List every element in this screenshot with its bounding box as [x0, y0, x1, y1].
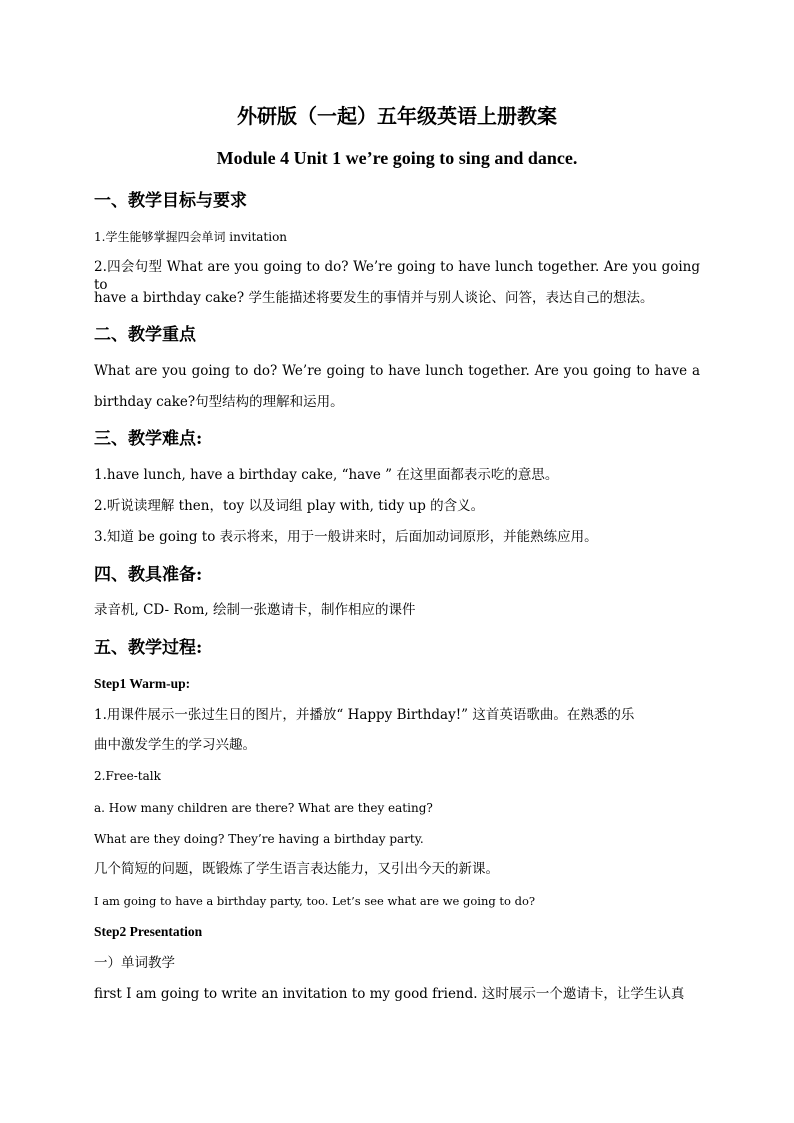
step1-line-5: What are they doing? They’re having a birthday party. [94, 832, 424, 846]
document-title: 外研版（一起）五年级英语上册教案 [237, 104, 557, 128]
step1-line-6: 几个简短的问题，既锻炼了学生语言表达能力，又引出今天的新课。 [94, 861, 499, 877]
objective-line-2: 2.四会句型 What are you going to do? We’re going to have lunch together. Are you going to [94, 259, 700, 293]
step2-heading: Step2 Presentation [94, 924, 203, 939]
step2-subheading: 一）单词教学 [94, 955, 175, 971]
objective-line-1: 1.学生能够掌握四会单词 invitation [94, 230, 288, 244]
step1-line-3: 2.Free-talk [94, 769, 161, 783]
document-subtitle: Module 4 Unit 1 we’re going to sing and dance. [216, 148, 578, 168]
step1-line-4: a. How many children are there? What are they eating? [94, 801, 433, 815]
step1-heading: Step1 Warm-up: [94, 676, 191, 691]
step1-line-7: I am going to have a birthday party, too. Let’s see what are we going to do? [94, 894, 536, 908]
key-points-line-2: birthday cake?句型结构的理解和运用。 [94, 394, 344, 410]
section-heading-materials: 四、教具准备: [94, 565, 203, 585]
section-heading-objectives: 一、教学目标与要求 [94, 191, 247, 211]
key-points-line-1: What are you going to do? We’re going to have lunch together. Are you going to have a [94, 363, 700, 379]
difficulty-line-2: 2.听说读理解 then，toy 以及词组 play with, tidy up 的含义。 [94, 498, 485, 514]
step2-line-1: first I am going to write an invitation to my good friend. 这时展示一个邀请卡，让学生认真 [94, 986, 685, 1002]
difficulty-line-1: 1.have lunch, have a birthday cake, “have ” 在这里面都表示吃的意思。 [94, 467, 559, 483]
section-heading-key-points: 二、教学重点 [94, 325, 196, 345]
difficulty-line-3: 3.知道 be going to 表示将来，用于一般讲来时，后面加动词原形，并能熟练应用。 [94, 529, 598, 545]
objective-line-3: have a birthday cake? 学生能描述将要发生的事情并与别人谈论、问答，表达自己的想法。 [94, 290, 654, 306]
section-heading-difficulties: 三、教学难点: [94, 429, 203, 449]
materials-line-1: 录音机, CD- Rom, 绘制一张邀请卡，制作相应的课件 [94, 602, 416, 618]
section-heading-process: 五、教学过程: [94, 638, 203, 658]
step1-line-1: 1.用课件展示一张过生日的图片，并播放“ Happy Birthday!” 这首英语歌曲。在熟悉的乐 [94, 707, 635, 723]
step1-line-2: 曲中激发学生的学习兴趣。 [94, 737, 256, 753]
